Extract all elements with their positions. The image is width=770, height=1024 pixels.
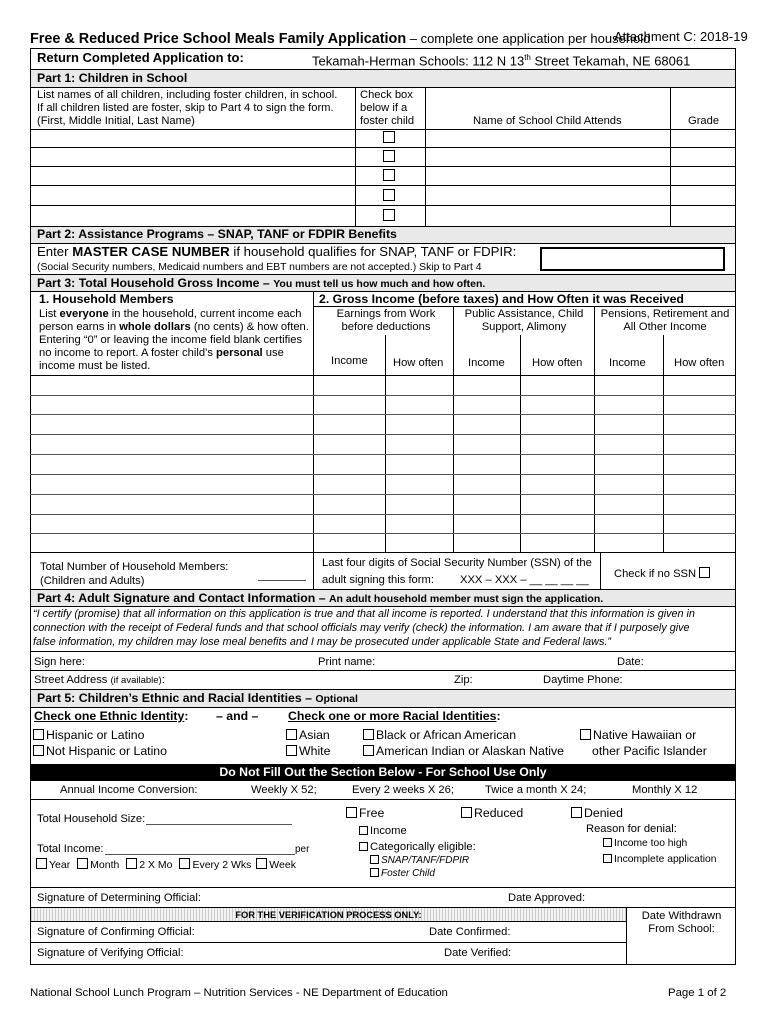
assistance-header-1: Public Assistance, Child	[464, 308, 584, 320]
part2-heading: Part 2: Assistance Programs – SNAP, TANF or FDPIR Benefits	[37, 227, 397, 241]
school-use-banner: Do Not Fill Out the Section Below - For School Use Only	[219, 765, 547, 779]
hispanic-checkbox[interactable]	[33, 729, 44, 740]
school-column-header: Name of School Child Attends	[473, 115, 622, 127]
total-household-size-label: Total Household Size:	[37, 813, 146, 825]
attachment-label: Attachment C: 2018-19	[614, 29, 748, 44]
foster-check-header-3: foster child	[360, 115, 415, 127]
categorically-checkbox[interactable]	[359, 842, 368, 851]
foster-checkbox-1[interactable]	[383, 131, 395, 143]
street-small: (if available)	[110, 675, 162, 686]
members-instr-3: Entering “0” or leaving the income field blank certifies	[39, 334, 303, 346]
american-indian-checkbox[interactable]	[363, 745, 374, 756]
hawaiian-option[interactable]	[580, 729, 696, 743]
annual-conversion-label: Annual Income Conversion:	[60, 784, 198, 796]
month-label: Month	[90, 859, 120, 871]
part5-heading	[37, 692, 358, 707]
not-hispanic-checkbox[interactable]	[33, 745, 44, 756]
denied-option[interactable]	[571, 807, 623, 821]
date-field[interactable]: Date:	[617, 656, 644, 668]
footer-page-number: Page 1 of 2	[668, 987, 727, 999]
street-label: Street Address	[34, 674, 111, 686]
snap-option[interactable]	[370, 855, 469, 867]
too-high-checkbox[interactable]	[603, 838, 612, 847]
part3-heading-text: Part 3: Total Household Gross Income –	[37, 276, 274, 290]
black-label: Black or African American	[376, 728, 517, 742]
part4-heading	[37, 592, 603, 607]
no-ssn-box[interactable]	[699, 567, 710, 578]
part4-heading-small: An adult household member must sign the application.	[328, 593, 604, 605]
foster-checkbox-5[interactable]	[383, 209, 395, 221]
total-income-label: Total Income:	[37, 843, 104, 855]
date-approved-field[interactable]: Date Approved:	[508, 892, 586, 904]
income-header-2: Income	[468, 357, 505, 369]
certification-line-2: connection with the receipt of Federal funds and that school officials may verify (check) the information. I am aware that if I purposely give	[33, 622, 690, 634]
foster-option[interactable]	[370, 868, 435, 880]
racial-title: Check one or more Racial Identities	[288, 709, 497, 723]
reduced-option[interactable]	[461, 807, 523, 821]
income-option-label: Income	[370, 825, 407, 837]
print-name-field[interactable]: Print name:	[318, 656, 376, 668]
street-colon: :	[161, 674, 165, 686]
income-header-1: Income	[331, 355, 368, 367]
racial-colon: :	[496, 709, 501, 723]
gross-income-title: 2. Gross Income (before taxes) and How Often it was Received	[319, 292, 684, 306]
foster-checkbox-2[interactable]	[383, 150, 395, 162]
how-often-header-2: How often	[532, 357, 583, 369]
determining-official-field[interactable]: Signature of Determining Official:	[37, 892, 201, 904]
m2c: (no cents) & how often.	[190, 321, 309, 333]
foster-child-checkbox[interactable]	[370, 868, 379, 877]
daytime-phone-field[interactable]: Daytime Phone:	[543, 674, 623, 686]
part3-heading-small: You must tell us how much and how often.	[273, 278, 486, 290]
return-address-sup: th	[524, 53, 531, 62]
year-checkbox[interactable]	[36, 858, 47, 869]
how-often-header-3: How often	[674, 357, 725, 369]
total-household-size-input[interactable]	[146, 824, 292, 825]
incomplete-checkbox[interactable]	[603, 854, 612, 863]
american-indian-label: American Indian or Alaskan Native	[376, 744, 564, 758]
denied-label: Denied	[584, 806, 623, 820]
total-income-input[interactable]	[105, 854, 295, 855]
m2a: person earns in	[39, 321, 120, 333]
week-checkbox[interactable]	[256, 858, 267, 869]
hispanic-option[interactable]	[33, 729, 144, 743]
pensions-header-2: All Other Income	[623, 321, 707, 333]
hawaiian-checkbox[interactable]	[580, 729, 591, 740]
twice-conversion: Twice a month X 24;	[485, 784, 587, 796]
racial-identity-label	[288, 710, 501, 724]
income-option[interactable]	[359, 825, 407, 837]
hispanic-label: Hispanic or Latino	[46, 728, 145, 742]
incomplete-label: Incomplete application	[614, 854, 717, 865]
asian-label: Asian	[299, 728, 330, 742]
m4a: no income to report. A foster child’s	[39, 347, 217, 359]
asian-option[interactable]	[286, 729, 330, 743]
hawaiian-label-1: Native Hawaiian or	[593, 728, 697, 742]
twice-month-label: 2 X Mo	[139, 859, 173, 871]
zip-field[interactable]: Zip:	[454, 674, 473, 686]
ethnic-colon: :	[184, 709, 189, 723]
withdrawn-label-1: Date Withdrawn	[641, 910, 722, 922]
hawaiian-label-2: other Pacific Islander	[592, 744, 707, 758]
total-members-label-1: Total Number of Household Members:	[40, 561, 229, 573]
incomplete-option[interactable]	[603, 854, 716, 866]
year-label: Year	[49, 859, 71, 871]
part1-heading: Part 1: Children in School	[37, 71, 188, 85]
and-label: – and –	[216, 709, 259, 723]
part1-instructions-2: If all children listed are foster, skip to Part 4 to sign the form.	[37, 102, 334, 114]
return-address-text: Tekamah-Herman Schools: 112 N 13	[312, 53, 525, 69]
earnings-header-2: before deductions	[341, 321, 431, 333]
income-checkbox[interactable]	[359, 826, 368, 835]
free-checkbox[interactable]	[346, 807, 357, 818]
m2b: whole dollars	[119, 321, 191, 333]
total-members-input[interactable]	[258, 580, 306, 581]
return-label: Return Completed Application to:	[37, 50, 244, 65]
categorically-label: Categorically eligible:	[370, 841, 476, 853]
members-instr-5: income must be listed.	[39, 360, 151, 372]
reduced-label: Reduced	[474, 806, 524, 820]
reason-label: Reason for denial:	[586, 823, 677, 835]
return-address	[312, 52, 690, 68]
m4c: use	[262, 347, 284, 359]
week-label: Week	[269, 859, 296, 871]
enter-text: Enter	[37, 244, 73, 259]
foster-child-label: Foster Child	[381, 868, 435, 879]
foster-checkbox-4[interactable]	[383, 189, 395, 201]
return-address-rest: Street Tekamah, NE 68061	[530, 53, 691, 69]
white-label: White	[299, 744, 331, 758]
pensions-header-1: Pensions, Retirement and	[600, 308, 730, 320]
monthly-conversion: Monthly X 12	[632, 784, 698, 796]
date-confirmed-field[interactable]: Date Confirmed:	[429, 926, 511, 938]
every2wks-checkbox[interactable]	[179, 858, 190, 869]
income-header-3: Income	[609, 357, 646, 369]
street-address-field[interactable]	[34, 674, 165, 687]
denied-checkbox[interactable]	[571, 807, 582, 818]
m1a: List	[39, 308, 60, 320]
asian-checkbox[interactable]	[286, 729, 297, 740]
every2-conversion: Every 2 weeks X 26;	[352, 784, 454, 796]
too-high-label: Income too high	[614, 838, 688, 849]
confirming-official-field[interactable]: Signature of Confirming Official:	[37, 926, 195, 938]
weekly-conversion: Weekly X 52;	[251, 784, 317, 796]
master-case-label: MASTER CASE NUMBER	[72, 244, 230, 259]
part3-heading	[37, 277, 485, 292]
ethnic-identity-label	[34, 710, 188, 724]
verification-banner: FOR THE VERIFICATION PROCESS ONLY:	[235, 910, 422, 920]
date-verified-field[interactable]: Date Verified:	[444, 947, 512, 959]
twice-month-checkbox[interactable]	[126, 858, 137, 869]
snap-checkbox[interactable]	[370, 855, 379, 864]
free-option[interactable]	[346, 807, 384, 821]
month-checkbox[interactable]	[77, 858, 88, 869]
american-indian-option[interactable]	[363, 745, 564, 759]
earnings-header-1: Earnings from Work	[336, 308, 436, 320]
categorically-option[interactable]	[359, 841, 476, 853]
black-checkbox[interactable]	[363, 729, 374, 740]
frequency-options	[36, 858, 296, 871]
certification-line-1: “I certify (promise) that all information on this application is true and that all income is reported. I understand that this information is given in	[33, 608, 695, 620]
ssn-label-2: adult signing this form:	[322, 574, 434, 586]
form-subtitle: – complete one application per household	[406, 31, 651, 46]
no-ssn-checkbox[interactable]	[614, 567, 712, 580]
members-instr-2	[39, 321, 309, 333]
reduced-checkbox[interactable]	[461, 807, 472, 818]
foster-check-header-1: Check box	[360, 89, 413, 101]
household-members-title: 1. Household Members	[39, 292, 174, 306]
members-instr-4	[39, 347, 284, 359]
total-members-label-2: (Children and Adults)	[40, 575, 145, 587]
members-instr-1	[39, 308, 301, 320]
no-ssn-label: Check if no SSN	[614, 568, 697, 580]
free-label: Free	[359, 806, 385, 820]
part2-instruction	[37, 246, 516, 258]
footer-left: National School Lunch Program – Nutrition Services - NE Department of Education	[30, 987, 448, 999]
master-case-number-input[interactable]	[540, 247, 725, 271]
snap-label: SNAP/TANF/FDPIR	[381, 855, 470, 866]
sign-here-field[interactable]: Sign here:	[34, 656, 85, 668]
part5-heading-text: Part 5: Children’s Ethnic and Racial Identities –	[37, 691, 316, 705]
foster-checkbox-3[interactable]	[383, 169, 395, 181]
verifying-official-field[interactable]: Signature of Verifying Official:	[37, 947, 184, 959]
part5-heading-small: Optional	[315, 693, 358, 705]
too-high-option[interactable]	[603, 838, 687, 850]
ssn-input[interactable]: XXX – XXX – __ __ __ __	[460, 574, 589, 586]
part1-instructions-3: (First, Middle Initial, Last Name)	[37, 115, 195, 127]
ethnic-title: Check one Ethnic Identity	[34, 709, 185, 723]
part1-instructions-1: List names of all children, including foster children, in school.	[37, 89, 338, 101]
foster-check-header-2: below if a	[360, 102, 408, 114]
not-hispanic-option[interactable]	[33, 745, 167, 759]
withdrawn-label-2: From School:	[648, 923, 715, 935]
part4-heading-text: Part 4: Adult Signature and Contact Information –	[37, 591, 329, 605]
black-option[interactable]	[363, 729, 516, 743]
form-title: Free & Reduced Price School Meals Family Application	[30, 31, 407, 47]
per-label: per	[295, 844, 310, 855]
white-checkbox[interactable]	[286, 745, 297, 756]
ssn-label-1: Last four digits of Social Security Number (SSN) of the	[322, 557, 592, 569]
not-hispanic-label: Not Hispanic or Latino	[46, 744, 167, 758]
m4b: personal	[216, 347, 263, 359]
certification-line-3: false information, my children may lose meal benefits and I may be prosecuted under applicable State and Federal laws.”	[33, 636, 611, 648]
assistance-header-2: Support, Alimony	[481, 321, 567, 333]
grade-column-header: Grade	[688, 115, 720, 127]
m1c: in the household, current income each	[108, 308, 302, 320]
part2-note: (Social Security numbers, Medicaid numbers and EBT numbers are not accepted.) Skip to Part 4	[37, 262, 482, 273]
every2wks-label: Every 2 Wks	[192, 859, 252, 871]
m1b: everyone	[59, 308, 109, 320]
white-option[interactable]	[286, 745, 330, 759]
how-often-header-1: How often	[393, 357, 444, 369]
enter-rest-text: if household qualifies for SNAP, TANF or FDPIR:	[229, 244, 517, 259]
